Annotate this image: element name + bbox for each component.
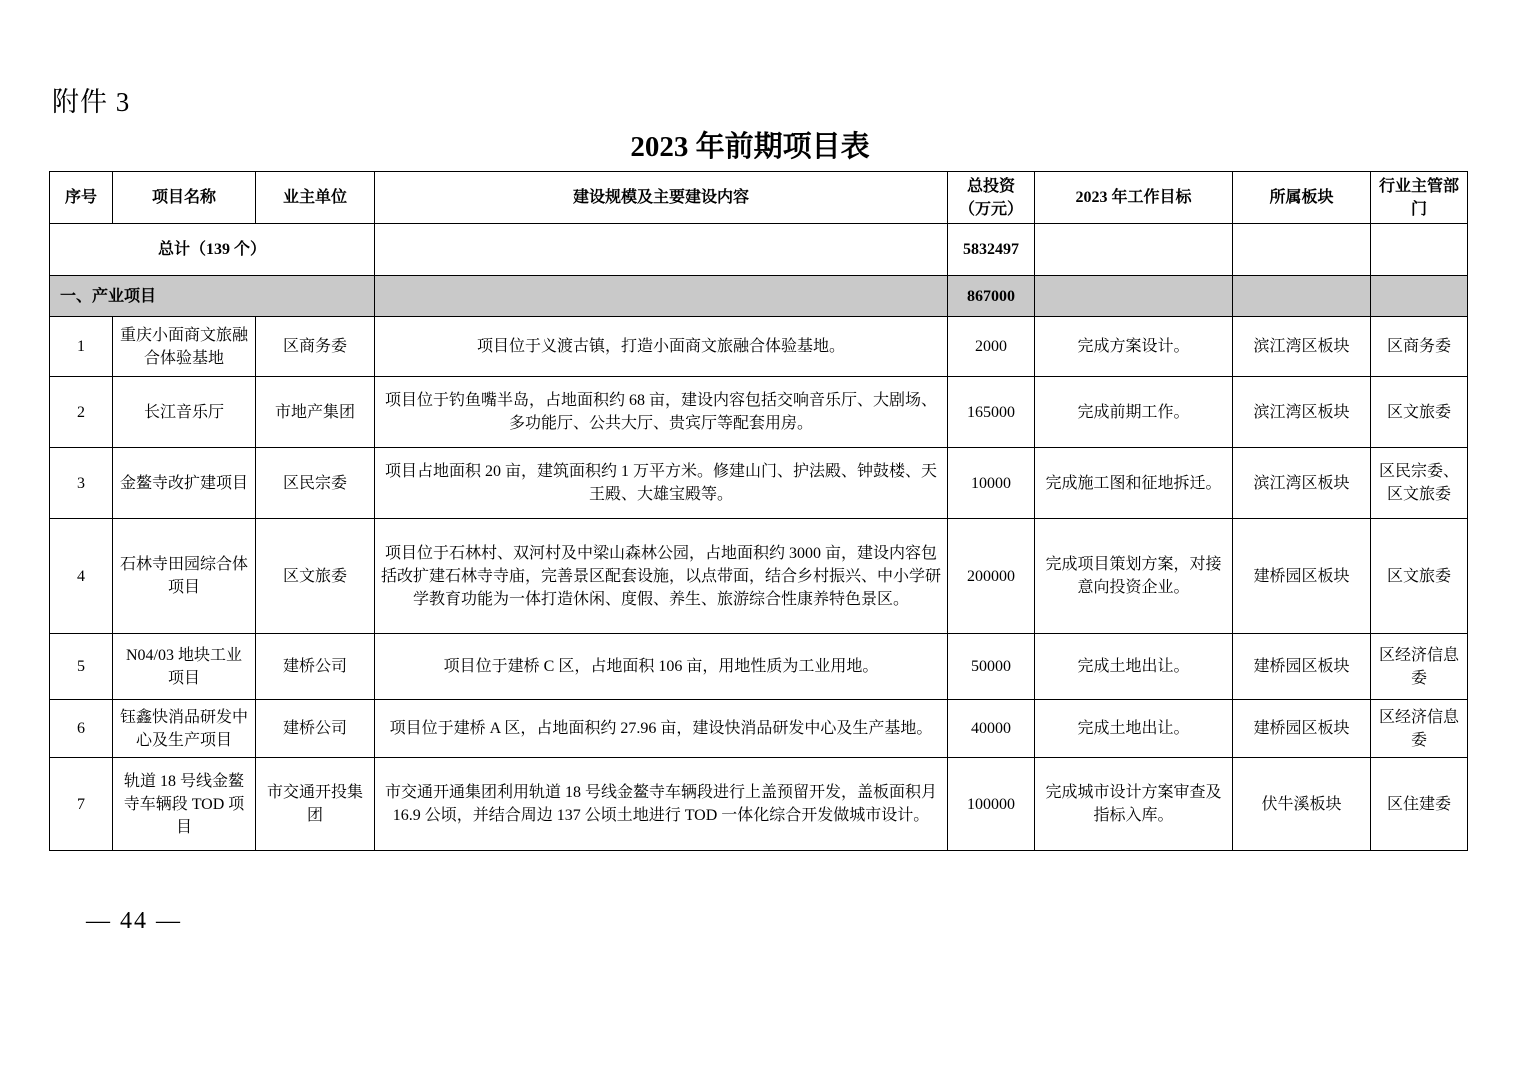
header-owner: 业主单位 <box>256 172 375 224</box>
row-investment: 2000 <box>948 317 1035 377</box>
section-block <box>1233 276 1371 317</box>
row-owner: 市地产集团 <box>256 377 375 448</box>
row-content: 项目位于义渡古镇，打造小面商文旅融合体验基地。 <box>375 317 948 377</box>
row-content: 项目位于建桥 C 区，占地面积 106 亩，用地性质为工业用地。 <box>375 634 948 700</box>
row-index: 4 <box>50 519 113 634</box>
row-block: 伏牛溪板块 <box>1233 758 1371 851</box>
row-goal: 完成城市设计方案审查及指标入库。 <box>1035 758 1233 851</box>
header-content: 建设规模及主要建设内容 <box>375 172 948 224</box>
table-row <box>50 634 1468 700</box>
row-investment: 200000 <box>948 519 1035 634</box>
row-name: 重庆小面商文旅融合体验基地 <box>113 317 256 377</box>
row-block: 滨江湾区板块 <box>1233 448 1371 519</box>
total-investment: 5832497 <box>948 224 1035 276</box>
row-name: 石林寺田园综合体项目 <box>113 519 256 634</box>
row-content: 项目占地面积 20 亩，建筑面积约 1 万平方米。修建山门、护法殿、钟鼓楼、天王殿、大雄宝殿等。 <box>375 448 948 519</box>
row-investment: 165000 <box>948 377 1035 448</box>
row-goal: 完成方案设计。 <box>1035 317 1233 377</box>
row-owner: 区民宗委 <box>256 448 375 519</box>
row-index: 6 <box>50 700 113 758</box>
row-block: 建桥园区板块 <box>1233 519 1371 634</box>
table-header <box>50 172 1468 224</box>
section-goal <box>1035 276 1233 317</box>
total-row <box>50 224 1468 276</box>
header-index: 序号 <box>50 172 113 224</box>
header-block: 所属板块 <box>1233 172 1371 224</box>
row-content: 项目位于石林村、双河村及中梁山森林公园，占地面积约 3000 亩，建设内容包括改扩建石林寺寺庙，完善景区配套设施，以点带面，结合乡村振兴、中小学研学教育功能为一体打造休闲、度假、养生、旅游综合性康养特色景区。 <box>375 519 948 634</box>
row-department: 区经济信息委 <box>1371 700 1468 758</box>
row-owner: 市交通开投集团 <box>256 758 375 851</box>
row-investment: 50000 <box>948 634 1035 700</box>
table-row <box>50 758 1468 851</box>
row-investment: 100000 <box>948 758 1035 851</box>
header-goal: 2023 年工作目标 <box>1035 172 1233 224</box>
section-investment: 867000 <box>948 276 1035 317</box>
total-block <box>1233 224 1371 276</box>
table-row <box>50 317 1468 377</box>
row-name: 金鳌寺改扩建项目 <box>113 448 256 519</box>
row-goal: 完成前期工作。 <box>1035 377 1233 448</box>
row-index: 2 <box>50 377 113 448</box>
total-label: 总计（139 个） <box>50 224 375 276</box>
row-name: 轨道 18 号线金鳌寺车辆段 TOD 项目 <box>113 758 256 851</box>
row-content: 项目位于钓鱼嘴半岛，占地面积约 68 亩，建设内容包括交响音乐厅、大剧场、多功能厅、公共大厅、贵宾厅等配套用房。 <box>375 377 948 448</box>
total-content <box>375 224 948 276</box>
header-investment: 总投资（万元） <box>948 172 1035 224</box>
row-name: 钰鑫快消品研发中心及生产项目 <box>113 700 256 758</box>
attachment-label: 附件 3 <box>52 87 131 117</box>
row-department: 区经济信息委 <box>1371 634 1468 700</box>
row-goal: 完成项目策划方案，对接意向投资企业。 <box>1035 519 1233 634</box>
row-owner: 区商务委 <box>256 317 375 377</box>
row-goal: 完成土地出让。 <box>1035 634 1233 700</box>
row-block: 滨江湾区板块 <box>1233 317 1371 377</box>
row-department: 区住建委 <box>1371 758 1468 851</box>
row-investment: 40000 <box>948 700 1035 758</box>
table-row <box>50 519 1468 634</box>
header-department: 行业主管部门 <box>1371 172 1468 224</box>
row-index: 5 <box>50 634 113 700</box>
header-name: 项目名称 <box>113 172 256 224</box>
row-department: 区文旅委 <box>1371 519 1468 634</box>
document-title: 2023 年前期项目表 <box>630 131 870 163</box>
row-block: 建桥园区板块 <box>1233 634 1371 700</box>
row-block: 建桥园区板块 <box>1233 700 1371 758</box>
section-content <box>375 276 948 317</box>
row-goal: 完成土地出让。 <box>1035 700 1233 758</box>
row-owner: 建桥公司 <box>256 700 375 758</box>
table-row <box>50 448 1468 519</box>
section-department <box>1371 276 1468 317</box>
row-index: 3 <box>50 448 113 519</box>
table-row <box>50 377 1468 448</box>
row-block: 滨江湾区板块 <box>1233 377 1371 448</box>
row-content: 项目位于建桥 A 区，占地面积约 27.96 亩，建设快消品研发中心及生产基地。 <box>375 700 948 758</box>
project-table <box>49 171 1468 851</box>
row-department: 区民宗委、区文旅委 <box>1371 448 1468 519</box>
row-name: 长江音乐厅 <box>113 377 256 448</box>
row-department: 区商务委 <box>1371 317 1468 377</box>
row-owner: 区文旅委 <box>256 519 375 634</box>
row-content: 市交通开通集团利用轨道 18 号线金鳌寺车辆段进行上盖预留开发，盖板面积月 16.9 公顷，并结合周边 137 公顷土地进行 TOD 一体化综合开发做城市设计。 <box>375 758 948 851</box>
row-department: 区文旅委 <box>1371 377 1468 448</box>
row-investment: 10000 <box>948 448 1035 519</box>
row-name: N04/03 地块工业项目 <box>113 634 256 700</box>
page-number: — 44 — <box>86 908 182 934</box>
row-owner: 建桥公司 <box>256 634 375 700</box>
total-department <box>1371 224 1468 276</box>
section-row <box>50 276 1468 317</box>
row-index: 7 <box>50 758 113 851</box>
row-index: 1 <box>50 317 113 377</box>
total-goal <box>1035 224 1233 276</box>
section-label: 一、产业项目 <box>50 276 375 317</box>
row-goal: 完成施工图和征地拆迁。 <box>1035 448 1233 519</box>
table-row <box>50 700 1468 758</box>
